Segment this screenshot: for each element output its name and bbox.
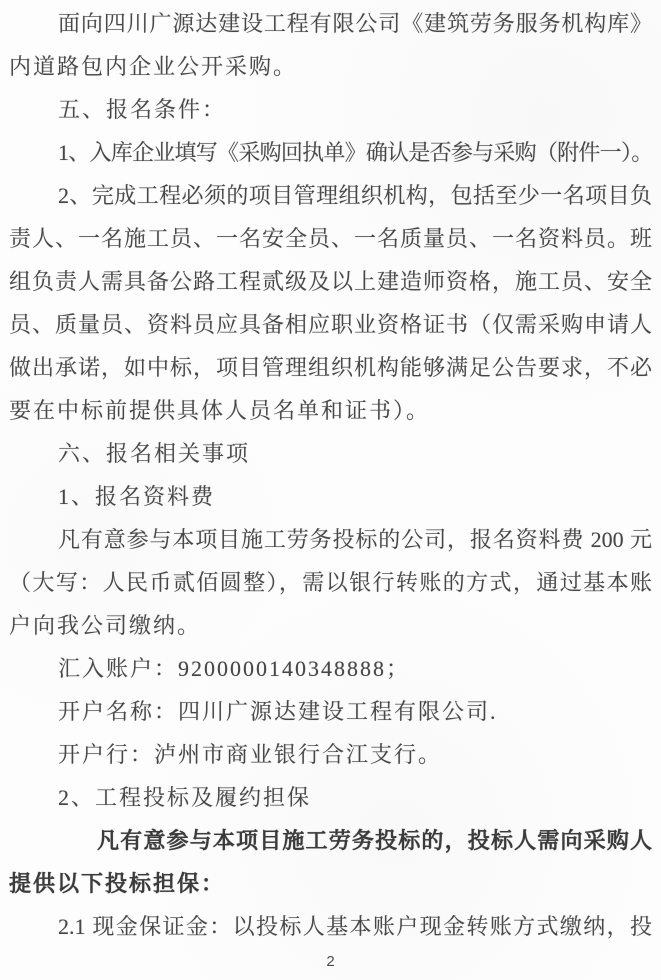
page-number: 2 bbox=[326, 953, 335, 970]
account-name-line: 开户名称：四川广源达建设工程有限公司. bbox=[58, 699, 498, 724]
text-line: 面向四川广源达建设工程有限公司《建筑劳务服务机构库》 bbox=[58, 11, 652, 36]
text-line: 2.1 现金保证金：以投标人基本账户现金转账方式缴纳，投 bbox=[58, 914, 652, 939]
text-line: 凡有意参与本项目施工劳务投标的公司，报名资料费 200 元 bbox=[58, 527, 652, 552]
text-line: 组负责人需具备公路工程贰级及以上建造师资格，施工员、安全 bbox=[9, 269, 652, 294]
text-line: 员、质量员、资料员应具备相应职业资格证书（仅需采购申请人 bbox=[9, 312, 652, 337]
section-heading: 六、报名相关事项 bbox=[58, 441, 251, 466]
text-line: 2、完成工程必须的项目管理组织机构，包括至少一名项目负 bbox=[58, 183, 652, 208]
text-line: 内道路包内企业公开采购。 bbox=[9, 54, 298, 79]
sub-heading: 2、工程投标及履约担保 bbox=[58, 785, 312, 810]
text-line: 责人、一名施工员、一名安全员、一名质量员、一名资料员。班 bbox=[9, 226, 652, 251]
text-line: 1、入库企业填写《采购回执单》确认是否参与采购（附件一）。 bbox=[58, 140, 652, 165]
text-line-bold: 提供以下投标担保： bbox=[9, 871, 226, 896]
bank-branch-line: 开户行：泸州市商业银行合江支行。 bbox=[58, 742, 443, 767]
text-line: 做出承诺，如中标，项目管理组织机构能够满足公告要求，不必 bbox=[9, 355, 652, 380]
text-line-bold: 凡有意参与本项目施工劳务投标的，投标人需向采购人 bbox=[97, 828, 652, 853]
section-heading: 五、报名条件： bbox=[58, 97, 227, 122]
text-line: 要在中标前提供具体人员名单和证书）。 bbox=[9, 398, 431, 423]
text-line: （大写：人民币贰佰圆整），需以银行转账的方式，通过基本账 bbox=[9, 570, 652, 595]
sub-heading: 1、报名资料费 bbox=[58, 484, 216, 509]
bank-account-line: 汇入账户：9200000140348888； bbox=[58, 656, 411, 681]
text-line: 户向我公司缴纳。 bbox=[9, 613, 202, 638]
